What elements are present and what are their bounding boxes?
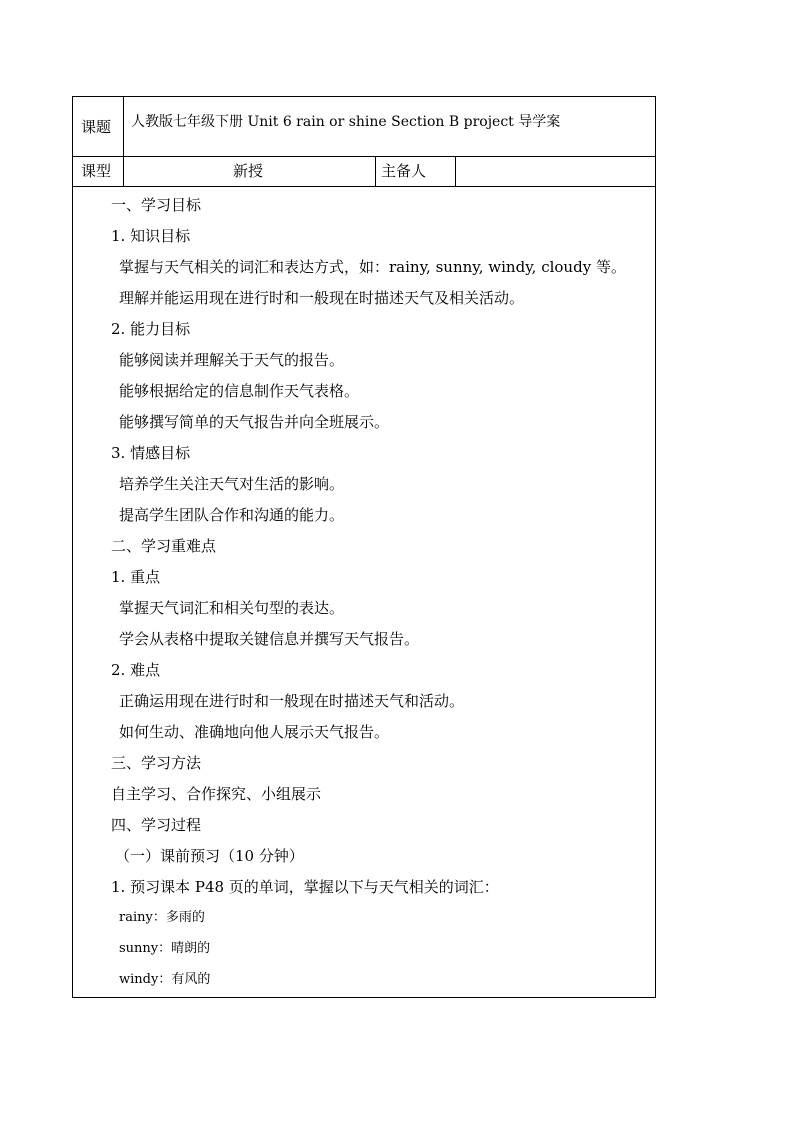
lesson-plan-table: [72, 96, 656, 998]
content-line: 培养学生关注天气对生活的影响。: [119, 475, 345, 493]
section-heading: 四、学习过程: [111, 816, 202, 834]
vocab-line: sunny：晴朗的: [119, 941, 211, 956]
content-line: 学会从表格中提取关键信息并撰写天气报告。: [119, 630, 420, 648]
subsection-heading: 2. 能力目标: [111, 320, 191, 338]
content-line: 掌握天气词汇和相关句型的表达。: [119, 599, 345, 617]
subsection-heading: 3. 情感目标: [111, 444, 191, 462]
title-label: 课题: [81, 118, 112, 136]
title-row: [73, 97, 655, 157]
content-line: 能够阅读并理解关于天气的报告。: [119, 351, 345, 369]
content-line: 正确运用现在进行时和一般现在时描述天气和活动。: [119, 692, 465, 710]
owner-label: 主备人: [381, 162, 427, 180]
type-label: 课型: [81, 162, 112, 180]
subsection-heading: 2. 难点: [111, 661, 161, 679]
title-divider: [123, 97, 124, 156]
lesson-title: 人教版七年级下册 Unit 6 rain or shine Section B project 导学案: [131, 114, 561, 130]
section-heading: 三、学习方法: [111, 754, 202, 772]
subsection-heading: 1. 知识目标: [111, 227, 191, 245]
type-value: 新授: [233, 162, 264, 180]
content-line: 理解并能运用现在进行时和一般现在时描述天气及相关活动。: [119, 289, 525, 307]
type-divider-3: [455, 156, 456, 186]
content-line: 提高学生团队合作和沟通的能力。: [119, 506, 345, 524]
section-heading: 一、学习目标: [111, 196, 202, 214]
content-line: 自主学习、合作探究、小组展示: [111, 785, 322, 803]
subsection-heading: 1. 重点: [111, 568, 161, 586]
type-divider-1: [123, 156, 124, 186]
vocab-line: windy：有风的: [119, 972, 211, 987]
content-line: 1. 预习课本 P48 页的单词，掌握以下与天气相关的词汇：: [111, 878, 499, 896]
type-row: [73, 156, 655, 187]
type-divider-2: [375, 156, 376, 186]
content-line: 掌握与天气相关的词汇和表达方式，如：rainy, sunny, windy, cloudy 等。: [119, 258, 626, 276]
content-line: 如何生动、准确地向他人展示天气报告。: [119, 723, 390, 741]
content-line: 能够撰写简单的天气报告并向全班展示。: [119, 413, 390, 431]
content-line: 能够根据给定的信息制作天气表格。: [119, 382, 360, 400]
vocab-line: rainy：多雨的: [119, 910, 205, 925]
subsection-heading: （一）课前预习（10 分钟）: [115, 847, 304, 865]
section-heading: 二、学习重难点: [111, 537, 217, 555]
